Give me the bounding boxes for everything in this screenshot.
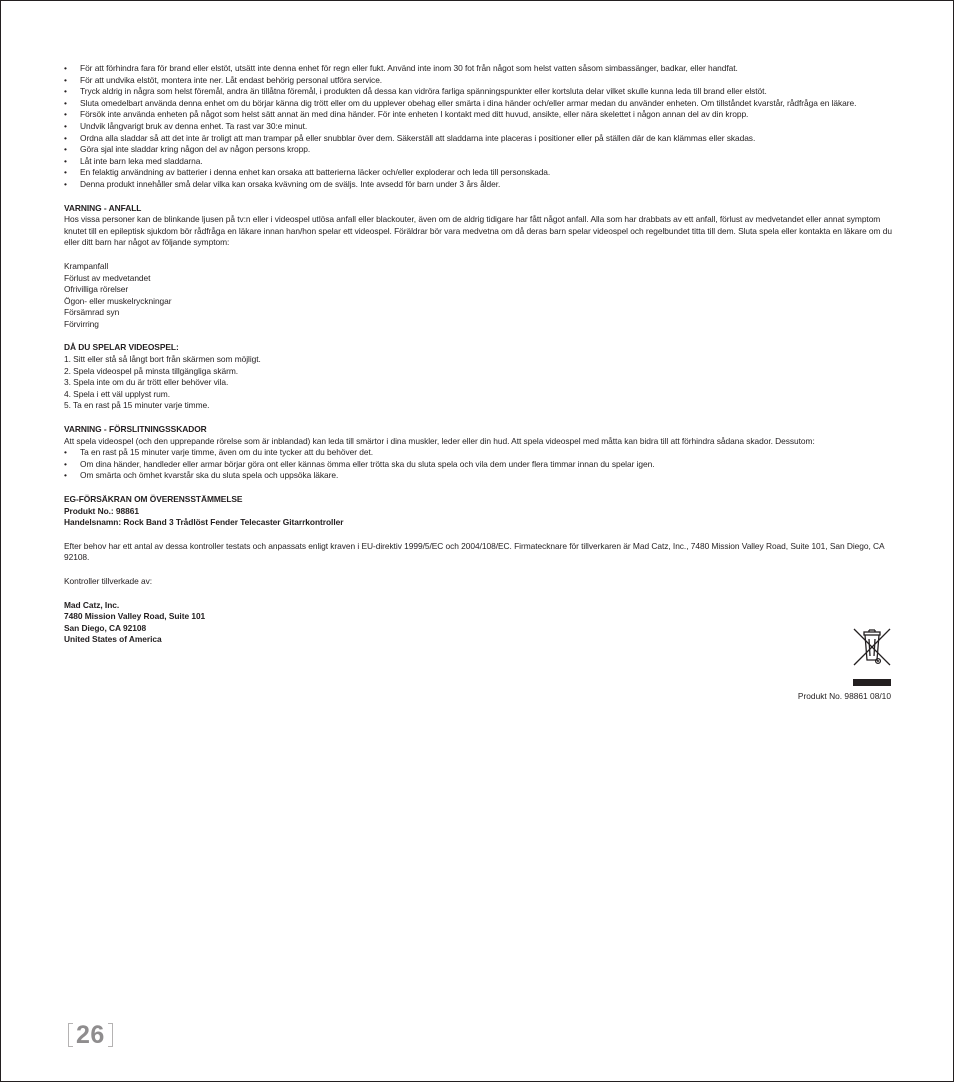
manufacturer-label: Kontroller tillverkade av: xyxy=(64,575,153,586)
playing-step: 4. Spela i ett väl upplyst rum. xyxy=(64,388,170,399)
declaration-body: Efter behov har ett antal av dessa kontroller testats och anpassats enligt kraven i EU-direktiv 1999/5/EC och 2004/108/EC. Firmatecknare för tillverkaren är Mad Catz, Inc., 7480 Mission Valley Road, Suite 101, San Diego, CA 92108. xyxy=(64,540,885,563)
list-item: • Denna produkt innehåller små delar vilka kan orsaka kvävning om de sväljs. Inte avsedd för barn under 3 års ålder. xyxy=(64,179,892,191)
weee-bin-icon xyxy=(853,627,891,686)
list-item: • Om smärta och ömhet kvarstår ska du sluta spela och uppsöka läkare. xyxy=(64,470,892,482)
page-number-text: 26 xyxy=(76,1021,105,1049)
playing-step: 2. Spela videospel på minsta tillgängliga skärm. xyxy=(64,365,239,376)
declaration-heading: EG-FÖRSÄKRAN OM ÖVERENSSTÄMMELSE xyxy=(64,494,243,504)
list-item: • Göra sjal inte sladdar kring någon del av någon persons kropp. xyxy=(64,144,892,156)
strain-warning-heading: VARNING - FÖRSLITNINGSSKADOR xyxy=(64,424,207,435)
symptom-item: Ofrivilliga rörelser xyxy=(64,284,129,295)
safety-bullet-list xyxy=(64,63,892,191)
product-code: Produkt No. 98861 08/10 xyxy=(797,691,891,701)
declaration-product-no: Produkt No.: 98861 xyxy=(64,505,139,516)
playing-heading: DÅ DU SPELAR VIDEOSPEL: xyxy=(64,342,179,353)
page-content xyxy=(64,63,892,646)
list-item: • Ordna alla sladdar så att det inte är troligt att man trampar på eller snubblar över dem. Säkerställ att sladdarna inte placeras i positioner eller på ställen där de kan klämmas eller skadas. xyxy=(64,133,892,145)
symptom-item: Förlust av medvetandet xyxy=(64,272,151,283)
crossed-out-wheelie-bin-icon xyxy=(853,627,891,667)
address-line: United States of America xyxy=(64,634,162,645)
address-line: San Diego, CA 92108 xyxy=(64,622,147,633)
address-line: Mad Catz, Inc. xyxy=(64,599,120,610)
strain-bullet-list xyxy=(64,447,892,482)
list-item: • Tryck aldrig in några som helst föremål, andra än tillåtna föremål, i produkten då dessa kan vidröra farliga spänningspunkter eller kortsluta delar vilket skulle kunna leda till brand eller elstöt. xyxy=(64,86,892,98)
symptom-list xyxy=(64,261,892,331)
seizure-warning-heading: VARNING - ANFALL xyxy=(64,202,142,213)
list-item: • Undvik långvarigt bruk av denna enhet. Ta rast var 30:e minut. xyxy=(64,121,892,133)
symptom-item: Krampanfall xyxy=(64,260,109,271)
playing-step: 3. Spela inte om du är trött eller behöver vila. xyxy=(64,377,229,388)
strain-warning-body: Att spela videospel (och den upprepande rörelse som är inblandad) kan leda till smärtor i dina muskler, leder eller din hud. Att spela videospel med måtta kan bidra till att förhindra sådana skador. Dessutom: xyxy=(64,435,815,446)
page-number xyxy=(68,1023,113,1047)
list-item: • För att förhindra fara för brand eller elstöt, utsätt inte denna enhet för regn eller fukt. Använd inte inom 30 fot från något som helst vatten såsom simbassänger, badkar, eller handfat. xyxy=(64,63,892,75)
manufacturer-address xyxy=(64,600,892,646)
declaration-trade-name: Handelsnamn: Rock Band 3 Trådlöst Fender Telecaster Gitarrkontroller xyxy=(64,517,344,528)
seizure-warning-body: Hos vissa personer kan de blinkande ljusen på tv:n eller i videospel utlösa anfall eller blackouter, även om de aldrig tidigare har fått något anfall. Alla som har drabbats av ett anfall, förlust av medvetandet eller annat symptom knutet till en epileptisk sjukdom bör rådfråga en läkare innan han/hon spelar ett videospel. Föräldrar bör vara medvetna om då deras barn spelar videospel och regelbundet titta till dem. Sluta spela eller kontakta en läkare om du eller ditt barn har något av följande symptom: xyxy=(64,214,892,248)
weee-bar xyxy=(853,679,891,686)
list-item: • Låt inte barn leka med sladdarna. xyxy=(64,156,892,168)
list-item: • Ta en rast på 15 minuter varje timme, även om du inte tycker att du behöver det. xyxy=(64,447,892,459)
list-item: • Försök inte använda enheten på något som helst sätt annat än med dina händer. För inte enheten I kontakt med ditt huvud, ansikte, eller nära skelettet i någon annan del av din kropp. xyxy=(64,109,892,121)
list-item: • Sluta omedelbart använda denna enhet om du börjar känna dig trött eller om du upplever obehag eller smärta i dina händer och/eller armar medan du använder enheten. Om tillståndet kvarstår, rådfråga en läkare. xyxy=(64,98,892,110)
list-item: • En felaktig användning av batterier i denna enhet kan orsaka att batterierna läcker och/eller exploderar och leda till personskada. xyxy=(64,167,892,179)
symptom-item: Förvirring xyxy=(64,318,99,329)
list-item: • Om dina händer, handleder eller armar börjar göra ont eller kännas ömma eller trötta ska du sluta spela och vila dem under flera timmar innan du spelar igen. xyxy=(64,459,892,471)
playing-step: 5. Ta en rast på 15 minuter varje timme. xyxy=(64,400,210,411)
symptom-item: Försämrad syn xyxy=(64,307,120,318)
list-item: • För att undvika elstöt, montera inte ner. Låt endast behörig personal utföra service. xyxy=(64,75,892,87)
page-number-bracket-right xyxy=(108,1023,113,1047)
address-line: 7480 Mission Valley Road, Suite 101 xyxy=(64,611,206,622)
symptom-item: Ögon- eller muskelryckningar xyxy=(64,295,172,306)
playing-steps-list xyxy=(64,354,892,412)
playing-step: 1. Sitt eller stå så långt bort från skärmen som möjligt. xyxy=(64,354,261,365)
